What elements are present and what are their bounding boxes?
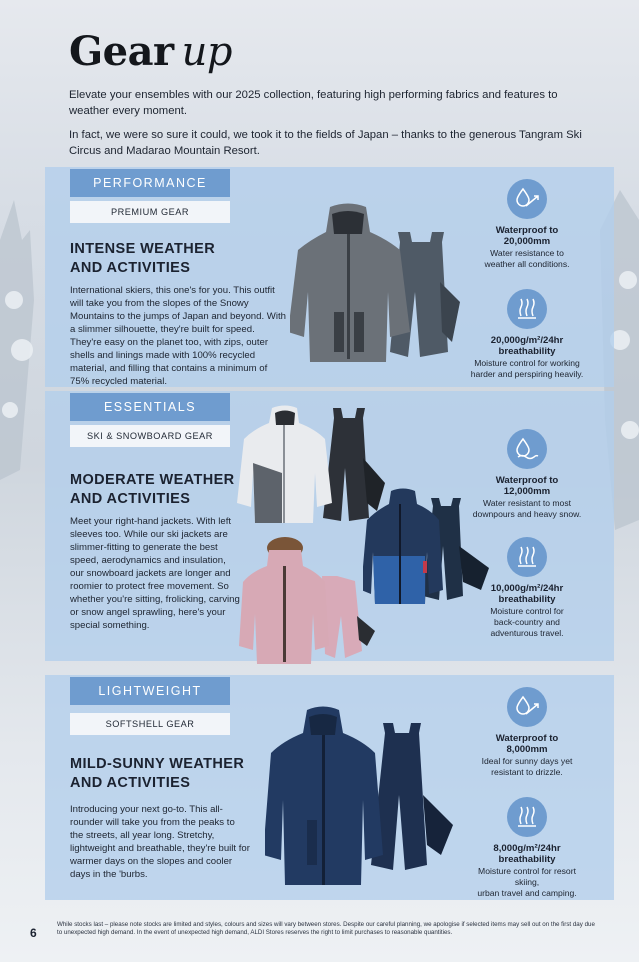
lightweight-section xyxy=(45,675,614,900)
disclaimer-text: While stocks last – please note stocks are limited and styles, colours and sizes will vary between stores. Despite our careful planning, we apologise if selected items may sell out on the first day due to unexpected high demand. In the event of unexpected high demand, ALDI Stores reserves the right to limit purchases to reasonable quantities. xyxy=(57,921,595,936)
feature-desc-line-2: resistant to drizzle. xyxy=(491,767,563,777)
intro-paragraph-1: Elevate your ensembles with our 2025 collection, featuring high performing fabrics and features to weather every moment. xyxy=(69,89,558,117)
breathability-icon xyxy=(507,537,547,577)
feature-title-2: 20,000mm xyxy=(503,236,551,247)
feature-title-2: 8,000mm xyxy=(506,744,548,755)
feature-description xyxy=(467,248,587,270)
waterproof-feature xyxy=(467,429,587,520)
intro-text xyxy=(69,87,589,159)
breathability-feature xyxy=(467,537,587,639)
feature-desc-line-2: weather all conditions. xyxy=(484,259,570,269)
performance-section xyxy=(45,167,614,387)
section-tab-essentials: ESSENTIALS xyxy=(70,393,230,421)
breathability-feature xyxy=(467,797,587,899)
section-heading xyxy=(70,471,235,509)
feature-desc-line-2: back-country and xyxy=(494,617,560,627)
section-body: Introducing your next go-to. This all-rounder will take you from the peaks to the streets, all year long. Stretchy, lightweight and breathable, they're built for warmer days on the slopes and cooler days in the 'burbs. xyxy=(70,804,250,880)
feature-title-1: 8,000g/m²/24hr xyxy=(493,843,561,854)
performance-jacket-and-pants-image xyxy=(290,202,460,372)
feature-title-1: 20,000g/m²/24hr xyxy=(490,335,564,346)
title-italic: up xyxy=(181,29,232,75)
page-title xyxy=(69,28,589,75)
feature-title-1: Waterproof to xyxy=(495,225,559,236)
feature-desc-line-2: downpours and heavy snow. xyxy=(472,509,582,519)
feature-title-1: Waterproof to xyxy=(495,475,559,486)
section-tab-performance: PERFORMANCE xyxy=(70,169,230,197)
section-body: Meet your right-hand jackets. With left sleeves too. While our ski jackets are slimmer-fitting to generate the best speed, aerodynamics and insulation, our snowboard jackets are longer and roomier to protect free movement. So whether you're sitting, frolicking, carving or snow angel sprawling, here's your special something. xyxy=(70,516,240,631)
section-heading-line-2: AND ACTIVITIES xyxy=(70,260,191,276)
waterproof-feature xyxy=(467,179,587,270)
feature-desc-line-3: adventurous travel. xyxy=(490,628,564,638)
section-heading xyxy=(70,240,215,278)
section-body: International skiers, this one's for you. This outfit will take you from the slopes of the Snowy Mountains to the jumps of Japan and beyond. With a slimmer silhouette, they're built for speed. They're easy on the planet too, with zips, outer shells and linings made with 100% recycled material, and filling that contains a minimum of 75% recycled material. xyxy=(70,285,286,387)
section-heading xyxy=(70,755,244,793)
feature-description xyxy=(467,866,587,899)
feature-desc-line-1: Water resistance to xyxy=(490,248,564,258)
section-subtab: SOFTSHELL GEAR xyxy=(70,713,230,735)
breathability-icon xyxy=(507,289,547,329)
section-heading-line-2: AND ACTIVITIES xyxy=(70,491,191,507)
feature-title-2: 12,000mm xyxy=(503,486,551,497)
pink-parka-and-pants-image xyxy=(237,536,377,666)
section-subtab: SKI & SNOWBOARD GEAR xyxy=(70,425,230,447)
breathability-icon xyxy=(507,797,547,837)
feature-title-1: Waterproof to xyxy=(495,733,559,744)
breathability-feature xyxy=(467,289,587,380)
navy-softshell-jacket-and-pants-image xyxy=(265,705,455,890)
waterproof-feature xyxy=(467,687,587,778)
feature-description xyxy=(467,358,587,380)
waterproof-icon xyxy=(507,429,547,469)
section-heading-line-1: MILD-SUNNY WEATHER xyxy=(70,756,245,772)
feature-desc-line-2: urban travel and camping. xyxy=(477,888,577,898)
waterproof-icon xyxy=(507,687,547,727)
section-tab-lightweight: LIGHTWEIGHT xyxy=(70,677,230,705)
section-subtab: PREMIUM GEAR xyxy=(70,201,230,223)
feature-desc-line-2: harder and perspiring heavily. xyxy=(470,369,584,379)
feature-title-2: breathability xyxy=(498,854,556,865)
section-heading-line-1: MODERATE WEATHER xyxy=(70,472,235,488)
section-heading-line-2: AND ACTIVITIES xyxy=(70,775,191,791)
feature-desc-line-1: Moisture control for resort skiing, xyxy=(478,866,576,887)
feature-title-2: breathability xyxy=(498,594,556,605)
feature-title-1: 10,000g/m²/24hr xyxy=(490,583,564,594)
waterproof-icon xyxy=(507,179,547,219)
page-header xyxy=(69,28,589,159)
intro-paragraph-2: In fact, we were so sure it could, we took it to the fields of Japan – thanks to the generous Tangram Ski Circus and Madarao Mountain Resort. xyxy=(69,129,582,157)
feature-description xyxy=(467,756,587,778)
feature-title-2: breathability xyxy=(498,346,556,357)
feature-description xyxy=(467,606,587,639)
feature-desc-line-1: Ideal for sunny days yet xyxy=(481,756,573,766)
page-number: 6 xyxy=(30,926,37,940)
feature-description xyxy=(467,498,587,520)
feature-desc-line-1: Moisture control for xyxy=(490,606,564,616)
essentials-section xyxy=(45,391,614,661)
title-main: Gear xyxy=(69,28,174,75)
feature-desc-line-1: Water resistant to most xyxy=(482,498,572,508)
feature-desc-line-1: Moisture control for working xyxy=(474,358,580,368)
section-heading-line-1: INTENSE WEATHER xyxy=(70,241,216,257)
